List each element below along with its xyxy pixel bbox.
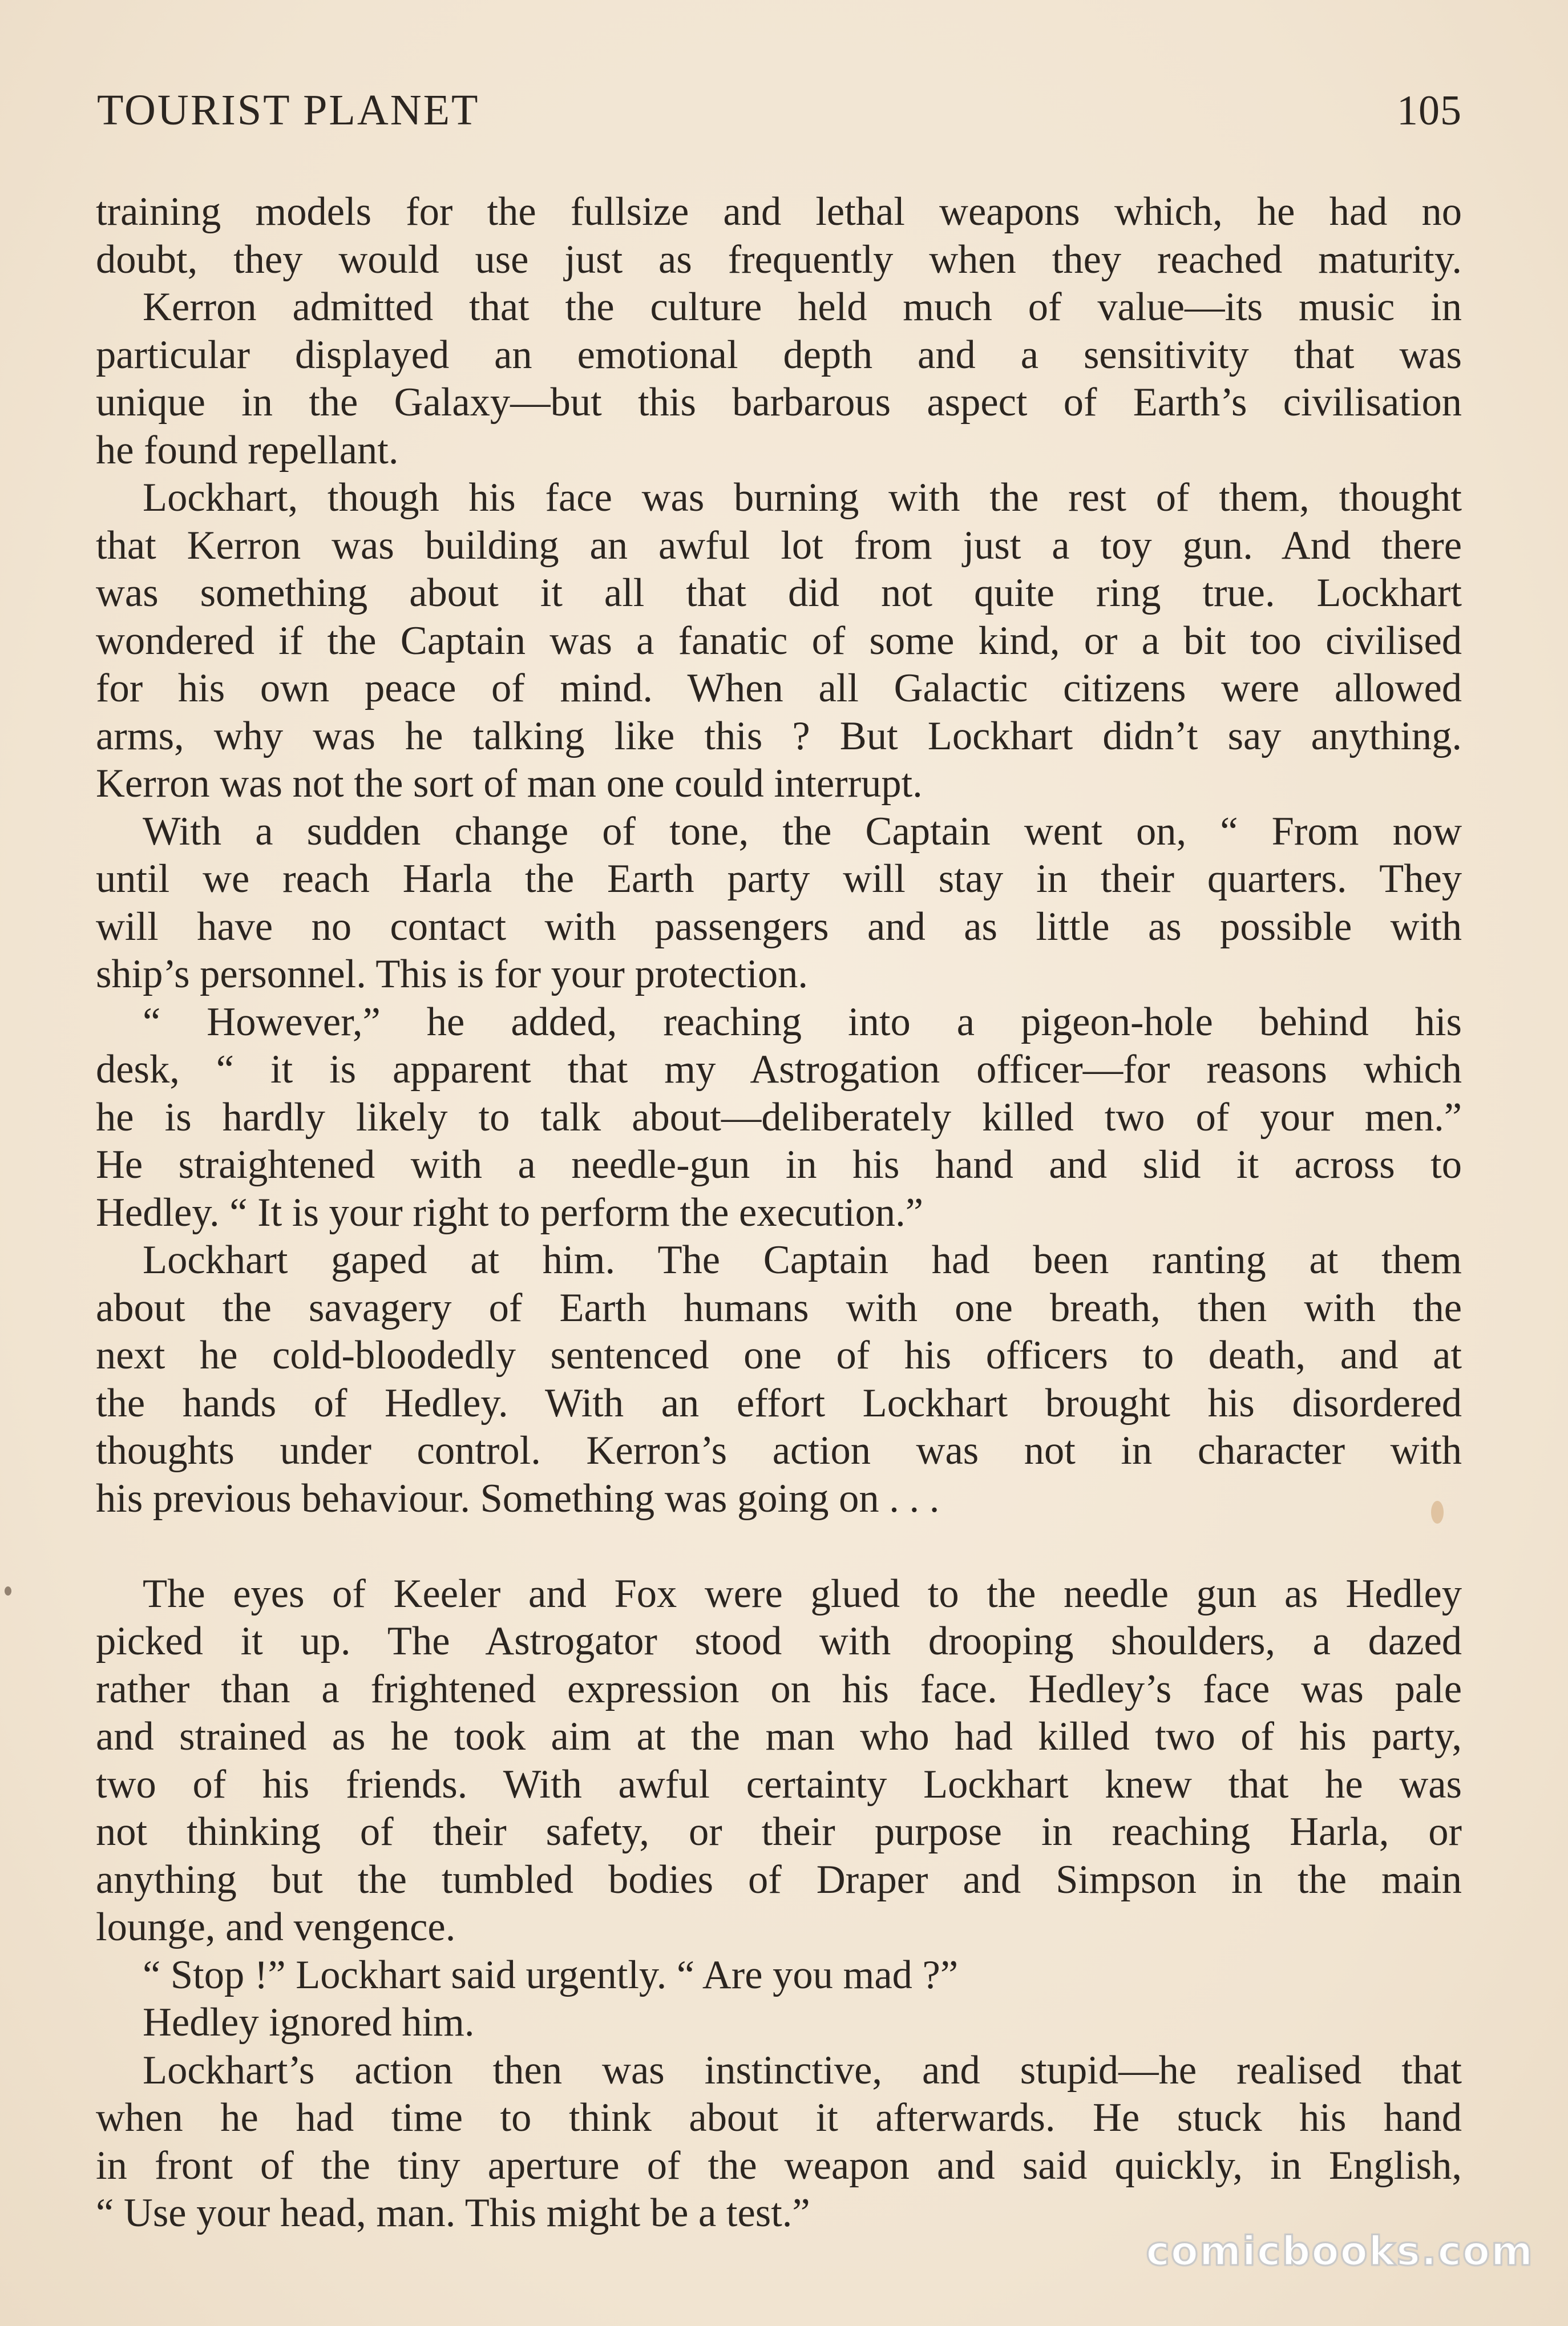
text-line: “ Use your head, man. This might be a test.” (96, 2191, 810, 2235)
text-line: particular displayed an emotional depth and a sensitivity that was (96, 332, 1462, 377)
text-line: two of his friends. With awful certainty Lockhart knew that he was (96, 1762, 1462, 1807)
text-line: until we reach Harla the Earth party will stay in their quarters. They (96, 857, 1462, 901)
text-line: Kerron was not the sort of man one could interrupt. (96, 761, 923, 806)
text-line: Lockhart, though his face was burning with the rest of them, thought (143, 475, 1462, 520)
text-line: next he cold-bloodedly sentenced one of his officers to death, and at (96, 1333, 1462, 1378)
text-line: With a sudden change of tone, the Captain went on, “ From now (143, 809, 1462, 854)
text-line: He straightened with a needle-gun in his hand and slid it across to (96, 1142, 1462, 1187)
text-line: Lockhart gaped at him. The Captain had been ranting at them (143, 1238, 1462, 1282)
text-line: he found repellant. (96, 427, 399, 473)
watermark-logo: comicbooks.com (1146, 2228, 1534, 2275)
text-line: unique in the Galaxy—but this barbarous aspect of Earth’s civilisation (96, 380, 1462, 425)
text-line: and strained as he took aim at the man who had killed two of his party, (96, 1714, 1462, 1759)
running-header (97, 86, 1462, 143)
text-line: anything but the tumbled bodies of Draper and Simpson in the main (96, 1857, 1462, 1902)
text-line: wondered if the Captain was a fanatic of some kind, or a bit too civilised (96, 618, 1462, 663)
text-line: “ Stop !” Lockhart said urgently. “ Are you mad ?” (143, 1952, 959, 1997)
text-line: desk, “ it is apparent that my Astrogation officer—for reasons which (96, 1047, 1462, 1092)
page-number: 105 (1397, 87, 1462, 134)
text-line: arms, why was he talking like this ? But Lockhart didn’t say anything. (96, 713, 1462, 758)
paper-stain (1431, 1501, 1444, 1524)
text-line: will have no contact with passengers and as little as possible with (96, 904, 1462, 949)
text-line: in front of the tiny aperture of the weapon and said quickly, in English, (96, 2143, 1462, 2188)
text-line: rather than a frightened expression on his face. Hedley’s face was pale (96, 1666, 1462, 1711)
text-line: thoughts under control. Kerron’s action was not in character with (96, 1428, 1462, 1473)
text-line: Hedley. “ It is your right to perform the execution.” (96, 1190, 924, 1235)
text-line: lounge, and vengence. (96, 1905, 456, 1949)
text-line: training models for the fullsize and lethal weapons which, he had no (96, 189, 1462, 234)
text-line: Lockhart’s action then was instinctive, and stupid—he realised that (143, 2048, 1462, 2093)
text-line: not thinking of their safety, or their purpose in reaching Harla, or (96, 1810, 1462, 1854)
text-line: about the savagery of Earth humans with one breath, then with the (96, 1285, 1462, 1330)
section-break (96, 1523, 1462, 1570)
text-line: picked it up. The Astrogator stood with drooping shoulders, a dazed (96, 1619, 1462, 1663)
text-line: doubt, they would use just as frequently when they reached maturity. (96, 237, 1462, 282)
running-title: TOURIST PLANET (97, 86, 480, 134)
text-line: Hedley ignored him. (143, 2000, 475, 2045)
text-line: his previous behaviour. Something was going on . . . (96, 1476, 940, 1521)
text-line: ship’s personnel. This is for your protection. (96, 952, 808, 996)
text-line: “ However,” he added, reaching into a pigeon-hole behind his (143, 999, 1462, 1044)
paper-mark (5, 1586, 11, 1596)
body-text (96, 188, 1462, 2238)
text-line: Kerron admitted that the culture held much of value—its music in (143, 285, 1462, 329)
text-line: The eyes of Keeler and Fox were glued to the needle gun as Hedley (143, 1571, 1462, 1616)
text-line: was something about it all that did not quite ring true. Lockhart (96, 571, 1462, 615)
text-line: the hands of Hedley. With an effort Lockhart brought his disordered (96, 1380, 1462, 1426)
text-line: for his own peace of mind. When all Galactic citizens were allowed (96, 666, 1462, 710)
text-line: when he had time to think about it afterwards. He stuck his hand (96, 2095, 1462, 2140)
text-line: he is hardly likely to talk about—deliberately killed two of your men.” (96, 1095, 1462, 1140)
text-line: that Kerron was building an awful lot from just a toy gun. And there (96, 523, 1462, 568)
